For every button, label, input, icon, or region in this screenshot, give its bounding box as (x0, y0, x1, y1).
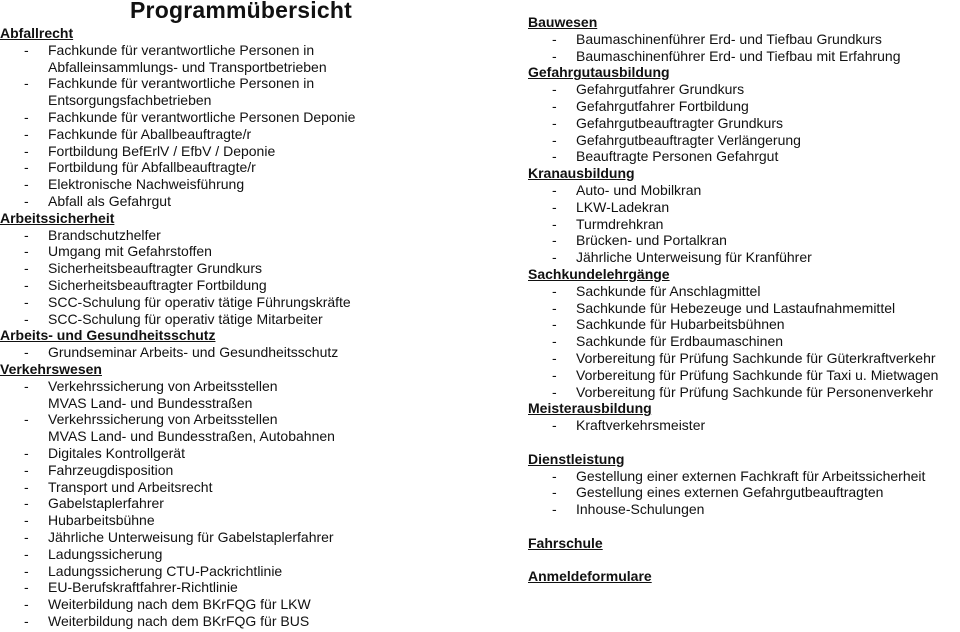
course-item (0, 479, 500, 496)
course-item-text: - EU-Berufskraftfahrer-Richtlinie (48, 579, 238, 596)
course-item-text: - Fachkunde für Aballbeauftragte/r (48, 125, 252, 142)
course-item (528, 484, 960, 501)
course-item-text: - Beauftragte Personen Gefahrgut (576, 148, 779, 165)
spacer (528, 518, 960, 535)
section-meisterausbildung (528, 400, 960, 434)
course-item-text: Entsorgungsfachbetrieben (48, 92, 212, 109)
course-item-text: - SCC-Schulung für operativ tätige Führungskräfte (48, 293, 351, 310)
course-item (528, 316, 960, 333)
course-item (528, 333, 960, 350)
course-item (0, 512, 500, 529)
course-list (0, 42, 500, 210)
course-item (0, 378, 500, 412)
course-item-text: - Umgang mit Gefahrstoffen (48, 243, 212, 260)
course-item-text: Abfalleinsammlungs- und Transportbetrieben (48, 58, 327, 75)
course-item (0, 529, 500, 546)
course-item-text: - Transport und Arbeitsrecht (48, 478, 213, 495)
course-item (528, 300, 960, 317)
course-item (0, 176, 500, 193)
course-list (0, 378, 500, 630)
section-arbeits-und-gesundheitsschutz (0, 327, 500, 361)
course-list (528, 31, 960, 65)
course-item (0, 193, 500, 210)
course-item (0, 75, 500, 109)
course-item-text: - Abfall als Gefahrgut (48, 192, 171, 209)
course-item-text: - Gefahrgutfahrer Fortbildung (576, 97, 749, 114)
section-heading[interactable]: Anmeldeformulare (528, 568, 652, 585)
course-item-text: - Kraftverkehrsmeister (576, 417, 706, 434)
section-abfallrecht (0, 25, 500, 210)
section-heading[interactable]: Arbeits- und Gesundheitsschutz (0, 327, 216, 344)
course-item-text: MVAS Land- und Bundesstraßen (48, 394, 253, 411)
course-item (0, 109, 500, 126)
course-item-text: - Grundseminar Arbeits- und Gesundheitsschutz (48, 344, 339, 361)
spacer (528, 552, 960, 569)
course-item-text: - Verkehrssicherung von Arbeitsstellen (48, 377, 278, 394)
course-list (0, 227, 500, 328)
course-item-text: - Fachkunde für verantwortliche Personen in (48, 75, 315, 92)
course-item-text: - Gefahrgutfahrer Grundkurs (576, 81, 745, 98)
section-dienstleistung (528, 451, 960, 518)
course-item (528, 199, 960, 216)
section-heading[interactable]: Gefahrgutausbildung (528, 64, 670, 81)
course-list (528, 417, 960, 434)
course-item (0, 344, 500, 361)
course-item (528, 367, 960, 384)
course-item-text: - Ladungssicherung (48, 545, 163, 562)
course-item-text: - Sachkunde für Erdbaumaschinen (576, 333, 784, 350)
course-item (528, 249, 960, 266)
course-item (0, 411, 500, 445)
course-list (528, 81, 960, 165)
course-item-text: - Gabelstaplerfahrer (48, 495, 164, 512)
course-item-text: - LKW-Ladekran (576, 198, 670, 215)
course-list (528, 283, 960, 401)
course-item (0, 159, 500, 176)
course-item-text: - Fortbildung für Abfallbeauftragte/r (48, 159, 256, 176)
course-item-text: - Baumaschinenführer Erd- und Tiefbau mit Erfahrung (576, 47, 901, 64)
course-item-text: - Vorbereitung für Prüfung Sachkunde für Taxi u. Mietwagen (576, 366, 939, 383)
course-item-text: - Jährliche Unterweisung für Kranführer (576, 249, 812, 266)
section-arbeitssicherheit (0, 210, 500, 328)
section-heading[interactable]: Bauwesen (528, 14, 598, 30)
course-item (0, 546, 500, 563)
course-item (528, 216, 960, 233)
course-item (0, 563, 500, 580)
course-item (0, 260, 500, 277)
course-list (528, 182, 960, 266)
course-item (528, 81, 960, 98)
course-item-text: - Brücken- und Portalkran (576, 232, 727, 249)
course-item (0, 311, 500, 328)
right-column (528, 14, 960, 585)
course-item-text: - Vorbereitung für Prüfung Sachkunde für Personenverkehr (576, 383, 934, 400)
course-item-text: - Sachkunde für Hubarbeitsbühnen (576, 316, 785, 333)
course-item (0, 462, 500, 479)
course-item-text: MVAS Land- und Bundesstraßen, Autobahnen (48, 428, 335, 445)
course-item (0, 613, 500, 630)
left-column (0, 25, 500, 630)
course-item-text: - Sicherheitsbeauftragter Fortbildung (48, 276, 267, 293)
spacer (528, 434, 960, 451)
course-item-text: - Digitales Kontrollgerät (48, 444, 185, 461)
section-fahrschule (528, 535, 960, 552)
course-item (0, 579, 500, 596)
course-item (0, 227, 500, 244)
course-item-text: - Jährliche Unterweisung für Gabelstaplerfahrer (48, 528, 334, 545)
course-item (0, 42, 500, 76)
course-item (528, 232, 960, 249)
course-item (0, 445, 500, 462)
course-item-text: - Elektronische Nachweisführung (48, 176, 245, 193)
course-item-text: - Gestellung eines externen Gefahrgutbeauftragten (576, 484, 884, 501)
course-list (0, 344, 500, 361)
course-item-text: - Hubarbeitsbühne (48, 512, 155, 529)
course-item-text: - Gefahrgutbeauftragter Verlängerung (576, 131, 801, 148)
course-item-text: - Baumaschinenführer Erd- und Tiefbau Grundkurs (576, 30, 882, 47)
course-item (528, 48, 960, 65)
course-item (528, 384, 960, 401)
section-heading[interactable]: Verkehrswesen (0, 360, 102, 377)
course-item (528, 115, 960, 132)
section-heading[interactable]: Fahrschule (528, 534, 603, 551)
section-sachkundelehrgaenge (528, 266, 960, 400)
course-item-text: - Turmdrehkran (576, 215, 664, 232)
course-item (528, 501, 960, 518)
section-bauwesen (528, 14, 960, 64)
course-item-text: - Fachkunde für verantwortliche Personen Deponie (48, 108, 356, 125)
section-gefahrgutausbildung (528, 64, 960, 165)
course-item-text: - Gestellung einer externen Fachkraft für Arbeitssicherheit (576, 467, 926, 484)
course-item-text: - Brandschutzhelfer (48, 226, 161, 243)
course-item (528, 468, 960, 485)
course-item-text: - SCC-Schulung für operativ tätige Mitarbeiter (48, 310, 323, 327)
course-item (0, 143, 500, 160)
course-item (0, 294, 500, 311)
course-item (528, 98, 960, 115)
course-item (0, 596, 500, 613)
course-item-text: - Auto- und Mobilkran (576, 181, 702, 198)
course-item-text: - Verkehrssicherung von Arbeitsstellen (48, 411, 278, 428)
course-item (528, 132, 960, 149)
course-item-text: - Ladungssicherung CTU-Packrichtlinie (48, 562, 283, 579)
course-item-text: - Weiterbildung nach dem BKrFQG für BUS (48, 612, 310, 629)
page-title: Programmübersicht (130, 0, 352, 23)
course-item (528, 148, 960, 165)
course-item-text: - Fahrzeugdisposition (48, 461, 174, 478)
course-item-text: - Fortbildung BefErlV / EfbV / Deponie (48, 142, 276, 159)
course-item (528, 182, 960, 199)
section-heading[interactable]: Sachkundelehrgänge (528, 265, 670, 282)
course-item-text: - Sachkunde für Anschlagmittel (576, 282, 761, 299)
section-heading[interactable]: Kranausbildung (528, 165, 635, 182)
course-item (528, 350, 960, 367)
section-heading[interactable]: Meisterausbildung (528, 400, 652, 417)
course-item-text: - Vorbereitung für Prüfung Sachkunde für Güterkraftverkehr (576, 349, 936, 366)
course-item (0, 243, 500, 260)
course-item (0, 126, 500, 143)
course-item-text: - Fachkunde für verantwortliche Personen in (48, 41, 315, 58)
course-item (528, 31, 960, 48)
course-item-text: - Sicherheitsbeauftragter Grundkurs (48, 260, 262, 277)
course-item (528, 283, 960, 300)
course-item (528, 417, 960, 434)
section-anmeldeformulare (528, 568, 960, 585)
section-kranausbildung (528, 165, 960, 266)
section-heading[interactable]: Arbeitssicherheit (0, 209, 115, 226)
section-verkehrswesen (0, 361, 500, 630)
course-item-text: - Sachkunde für Hebezeuge und Lastaufnahmemittel (576, 299, 896, 316)
course-item (0, 277, 500, 294)
course-list (528, 468, 960, 518)
section-heading[interactable]: Abfallrecht (0, 25, 74, 41)
course-item-text: - Gefahrgutbeauftragter Grundkurs (576, 114, 784, 131)
section-heading[interactable]: Dienstleistung (528, 450, 625, 467)
course-item-text: - Inhouse-Schulungen (576, 501, 705, 518)
course-item (0, 495, 500, 512)
course-item-text: - Weiterbildung nach dem BKrFQG für LKW (48, 596, 311, 613)
